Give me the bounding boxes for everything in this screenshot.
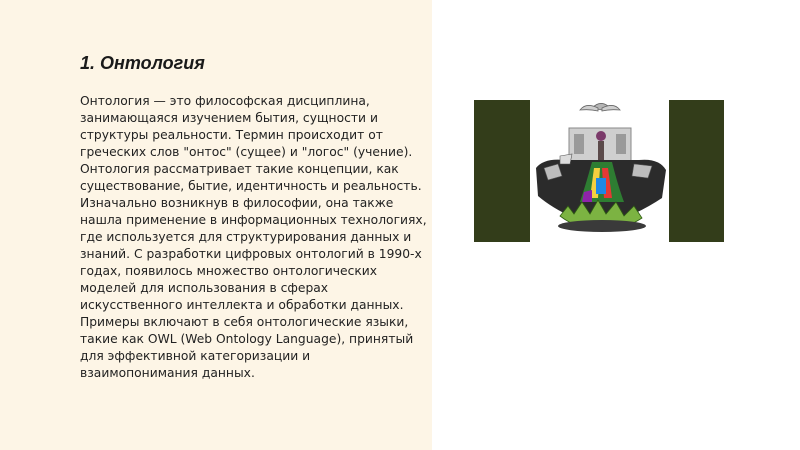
slide-body-text: Онтология — это философская дисциплина, занимающаяся изучением бытия, сущности и структуры реальности. Термин происходит от греческих слов "онтос" (сущее) и "логос" (учение). Онтология рассматривает такие концепции, как существование, бытие, идентичность и реальность. Изначально возникнув в философии, она также нашла применение в информационных технологиях, где используется для структурирования данных и знаний. С разработки цифровых онтологий в 1990-х годах, появилось множество онтологических моделей для использования в сферах искусственного интеллекта и обработки данных. Примеры включают в себя онтологические языки, такие как OWL (Web Ontology Language), принятый для эффективной категоризации и взаимопонимания данных. (80, 94, 427, 380)
left-frame-panel (474, 100, 530, 242)
right-frame-panel (669, 100, 724, 242)
slide-title: 1. Онтология (80, 53, 205, 73)
figure-head (596, 131, 606, 141)
bird-icon (580, 103, 620, 111)
illustration-image (474, 98, 724, 243)
